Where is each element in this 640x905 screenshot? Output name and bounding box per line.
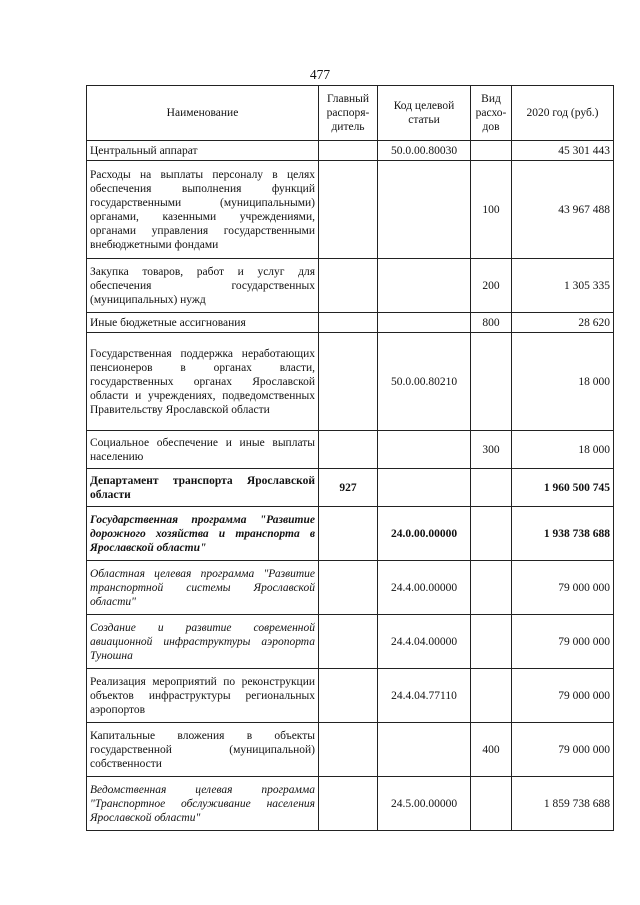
row-code: 24.0.00.00000 [378, 507, 471, 561]
table-row [87, 333, 614, 431]
row-type: 800 [471, 313, 512, 333]
table-row [87, 777, 614, 831]
row-admin: 927 [319, 469, 378, 507]
row-admin [319, 561, 378, 615]
table-row [87, 141, 614, 161]
row-amount: 79 000 000 [512, 561, 614, 615]
row-type [471, 561, 512, 615]
row-name: Ведомственная целевая программа "Транспортное обслуживание населения Ярославской области" [87, 777, 319, 831]
row-name: Создание и развитие современной авиационной инфраструктуры аэропорта Туношна [87, 615, 319, 669]
header-admin: Главный распоря-дитель [319, 86, 378, 141]
header-name: Наименование [87, 86, 319, 141]
row-admin [319, 333, 378, 431]
table-row [87, 561, 614, 615]
row-code: 50.0.00.80030 [378, 141, 471, 161]
row-admin [319, 669, 378, 723]
row-amount: 1 305 335 [512, 259, 614, 313]
row-name: Закупка товаров, работ и услуг для обеспечения государственных (муниципальных) нужд [87, 259, 319, 313]
row-code [378, 161, 471, 259]
row-name: Капитальные вложения в объекты государственной (муниципальной) собственности [87, 723, 319, 777]
row-admin [319, 615, 378, 669]
row-amount: 1 859 738 688 [512, 777, 614, 831]
table-row [87, 161, 614, 259]
row-amount: 79 000 000 [512, 615, 614, 669]
header-type: Вид расхо-дов [471, 86, 512, 141]
row-amount: 79 000 000 [512, 723, 614, 777]
table-row [87, 431, 614, 469]
row-amount: 45 301 443 [512, 141, 614, 161]
row-name: Реализация мероприятий по реконструкции объектов инфраструктуры региональных аэропортов [87, 669, 319, 723]
row-type: 300 [471, 431, 512, 469]
row-admin [319, 431, 378, 469]
row-amount: 43 967 488 [512, 161, 614, 259]
table-row [87, 723, 614, 777]
row-code [378, 259, 471, 313]
row-code [378, 723, 471, 777]
row-code: 24.4.00.00000 [378, 561, 471, 615]
row-amount: 1 960 500 745 [512, 469, 614, 507]
row-type: 100 [471, 161, 512, 259]
row-amount: 79 000 000 [512, 669, 614, 723]
row-type [471, 333, 512, 431]
row-type [471, 615, 512, 669]
row-admin [319, 161, 378, 259]
row-code: 50.0.00.80210 [378, 333, 471, 431]
row-name: Центральный аппарат [87, 141, 319, 161]
table-row [87, 507, 614, 561]
table-row [87, 313, 614, 333]
table-header-row [87, 86, 614, 141]
page-number: 477 [309, 67, 331, 82]
row-amount: 28 620 [512, 313, 614, 333]
row-type [471, 469, 512, 507]
row-code: 24.4.04.00000 [378, 615, 471, 669]
row-name: Областная целевая программа "Развитие транспортной системы Ярославской области" [87, 561, 319, 615]
table-row [87, 259, 614, 313]
row-admin [319, 723, 378, 777]
row-type [471, 141, 512, 161]
header-code: Код целевой статьи [378, 86, 471, 141]
table-row [87, 669, 614, 723]
budget-table [86, 85, 614, 831]
row-code [378, 313, 471, 333]
row-type [471, 669, 512, 723]
row-code: 24.4.04.77110 [378, 669, 471, 723]
table-row [87, 615, 614, 669]
row-name: Расходы на выплаты персоналу в целях обеспечения выполнения функций государственными (муниципальными) органами, казенными учреждениями, органами управления государственными внебюджетными фондами [87, 161, 319, 259]
row-amount: 1 938 738 688 [512, 507, 614, 561]
row-name: Департамент транспорта Ярославской области [87, 469, 319, 507]
row-name: Социальное обеспечение и иные выплаты населению [87, 431, 319, 469]
row-type [471, 777, 512, 831]
row-code [378, 431, 471, 469]
row-admin [319, 313, 378, 333]
table-row [87, 469, 614, 507]
row-admin [319, 777, 378, 831]
row-type: 200 [471, 259, 512, 313]
row-type: 400 [471, 723, 512, 777]
row-amount: 18 000 [512, 333, 614, 431]
row-admin [319, 259, 378, 313]
row-amount: 18 000 [512, 431, 614, 469]
header-amount: 2020 год (руб.) [512, 86, 614, 141]
row-admin [319, 507, 378, 561]
row-type [471, 507, 512, 561]
row-code [378, 469, 471, 507]
row-name: Иные бюджетные ассигнования [87, 313, 319, 333]
row-admin [319, 141, 378, 161]
row-name: Государственная поддержка неработающих пенсионеров в органах власти, государственных органах Ярославской области и учреждениях, подведомственных Правительству Ярославской области [87, 333, 319, 431]
row-name: Государственная программа "Развитие дорожного хозяйства и транспорта в Ярославской области" [87, 507, 319, 561]
row-code: 24.5.00.00000 [378, 777, 471, 831]
